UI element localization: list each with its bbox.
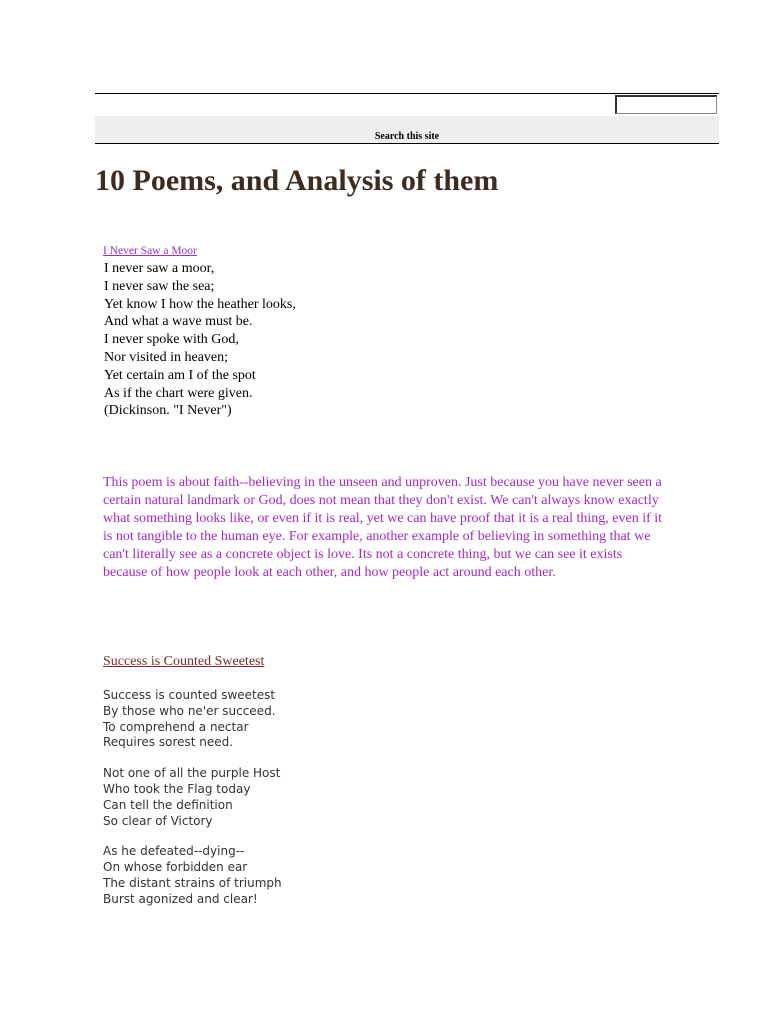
- stanza: [103, 844, 282, 907]
- stanza: [103, 766, 282, 829]
- poem-line: Requires sorest need.: [103, 735, 234, 750]
- poem-line: Not one of all the purple Host: [103, 766, 281, 781]
- search-site-label[interactable]: Search this site: [374, 131, 440, 142]
- poem-i-never-saw-a-moor: [104, 260, 296, 420]
- poem-line: Burst agonized and clear!: [103, 891, 258, 906]
- poem-line: Nor visited in heaven;: [104, 349, 229, 365]
- search-input[interactable]: [615, 95, 717, 114]
- poem-citation: (Dickinson. "I Never"): [104, 403, 232, 419]
- poem-line: By those who ne'er succeed.: [103, 703, 276, 718]
- header-top-rule: [95, 93, 719, 94]
- poem-line: Yet certain am I of the spot: [104, 367, 256, 383]
- poem-line: So clear of Victory: [103, 813, 213, 828]
- poem-line: Success is counted sweetest: [103, 688, 276, 702]
- poem-link-i-never-saw-a-moor[interactable]: I Never Saw a Moor: [103, 245, 197, 257]
- poem-line: I never saw a moor,: [104, 261, 215, 276]
- poem-line: Yet know I how the heather looks,: [104, 296, 296, 312]
- poem-line: And what a wave must be.: [104, 314, 253, 330]
- poem-line: I never spoke with God,: [104, 332, 239, 348]
- stanza: [103, 688, 282, 751]
- poem-line: On whose forbidden ear: [103, 860, 248, 875]
- poem-line: Who took the Flag today: [103, 781, 251, 796]
- poem-analysis-paragraph: This poem is about faith--believing in the unseen and unproven. Just because you have never seen a certain natural landmark or God, does not mean that they don't exist. We can't always know exactly what something looks like, or even if it is real, yet we can have proof that it is a real thing, even if it is not tangible to the human eye. For example, another example of believing in something that we can't literally see as a concrete object is love. Its not a concrete thing, but we can see it exists because of how people look at each other, and how people act around each other.: [103, 475, 663, 580]
- poem-line: To comprehend a nectar: [103, 719, 249, 734]
- poem-line: Can tell the definition: [103, 797, 233, 812]
- poem-link-success-is-counted-sweetest[interactable]: Success is Counted Sweetest: [103, 654, 265, 669]
- page-title: 10 Poems, and Analysis of them: [95, 164, 499, 197]
- poem-line: As if the chart were given.: [104, 385, 253, 401]
- poem-success-is-counted-sweetest: [103, 688, 282, 923]
- poem-line: As he defeated--dying--: [103, 844, 245, 859]
- poem-line: The distant strains of triumph: [103, 875, 282, 890]
- poem-line: I never saw the sea;: [104, 278, 215, 294]
